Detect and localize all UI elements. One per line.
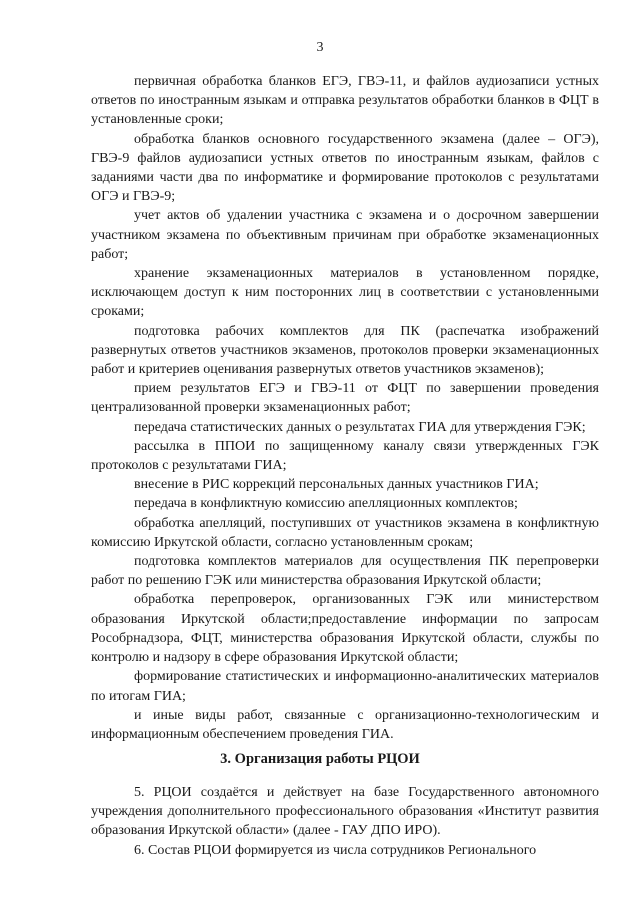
function-list bbox=[91, 72, 599, 744]
list-item: обработка перепроверок, организованных ГЭК или министерством образования Иркутской области;предоставление информации по запросам Рособрнадзора, ФЦТ, министерства образования Иркутской области, службы по контролю и надзору в сфере образования Иркутской области; bbox=[91, 592, 599, 666]
list-item: передача статистических данных о результатах ГИА для утверждения ГЭК; bbox=[134, 419, 586, 435]
section-heading: 3. Организация работы РЦОИ bbox=[220, 751, 420, 767]
list-item: подготовка рабочих комплектов для ПК (распечатка изображений развернутых ответов участников экзаменов, протоколов проверки экзаменационных работ и критериев оценивания развернутых ответов участников экзаменов); bbox=[91, 323, 599, 378]
section-body bbox=[91, 783, 599, 860]
list-item: внесение в РИС коррекций персональных данных участников ГИА; bbox=[134, 477, 539, 493]
list-item: формирование статистических и информационно-аналитических материалов по итогам ГИА; bbox=[91, 669, 599, 704]
list-item: первичная обработка бланков ЕГЭ, ГВЭ-11, и файлов аудиозаписи устных ответов по иностранным языкам и отправка результатов обработки бланков в ФЦТ в установленные сроки; bbox=[91, 74, 599, 128]
list-item: учет актов об удалении участника с экзамена и о досрочном завершении участником экзамена по объективным причинам при обработке экзаменационных работ; bbox=[91, 208, 599, 262]
list-item: передача в конфликтную комиссию апелляционных комплектов; bbox=[134, 496, 518, 512]
list-item: прием результатов ЕГЭ и ГВЭ-11 от ФЦТ по завершении проведения централизованной проверки экзаменационных работ; bbox=[91, 381, 599, 416]
page-number: 3 bbox=[316, 40, 324, 55]
paragraph: 6. Состав РЦОИ формируется из числа сотрудников Регионального bbox=[134, 842, 537, 858]
list-item: подготовка комплектов материалов для осуществления ПК перепроверки работ по решению ГЭК или министерства образования Иркутской области; bbox=[91, 554, 599, 589]
list-item: хранение экзаменационных материалов в установленном порядке, исключающем доступ к ним посторонних лиц в соответствии с установленными сроками; bbox=[91, 266, 599, 320]
paragraph: 5. РЦОИ создаётся и действует на базе Государственного автономного учреждения дополнительного профессионального образования «Институт развития образования Иркутской области» (далее - ГАУ ДПО ИРО). bbox=[91, 785, 599, 839]
list-item: обработка бланков основного государственного экзамена (далее – ОГЭ), ГВЭ-9 файлов аудиозаписи устных ответов по иностранным языкам, файлов с заданиями части два по информатике и формирование протоколов с результатами ОГЭ и ГВЭ-9; bbox=[91, 131, 599, 205]
list-item: и иные виды работ, связанные с организационно-технологическим и информационным обеспечением проведения ГИА. bbox=[91, 707, 599, 742]
list-item: обработка апелляций, поступивших от участников экзамена в конфликтную комиссию Иркутской области, согласно установленным срокам; bbox=[91, 515, 599, 550]
list-item: рассылка в ППОИ по защищенному каналу связи утвержденных ГЭК протоколов с результатами ГИА; bbox=[91, 438, 599, 474]
